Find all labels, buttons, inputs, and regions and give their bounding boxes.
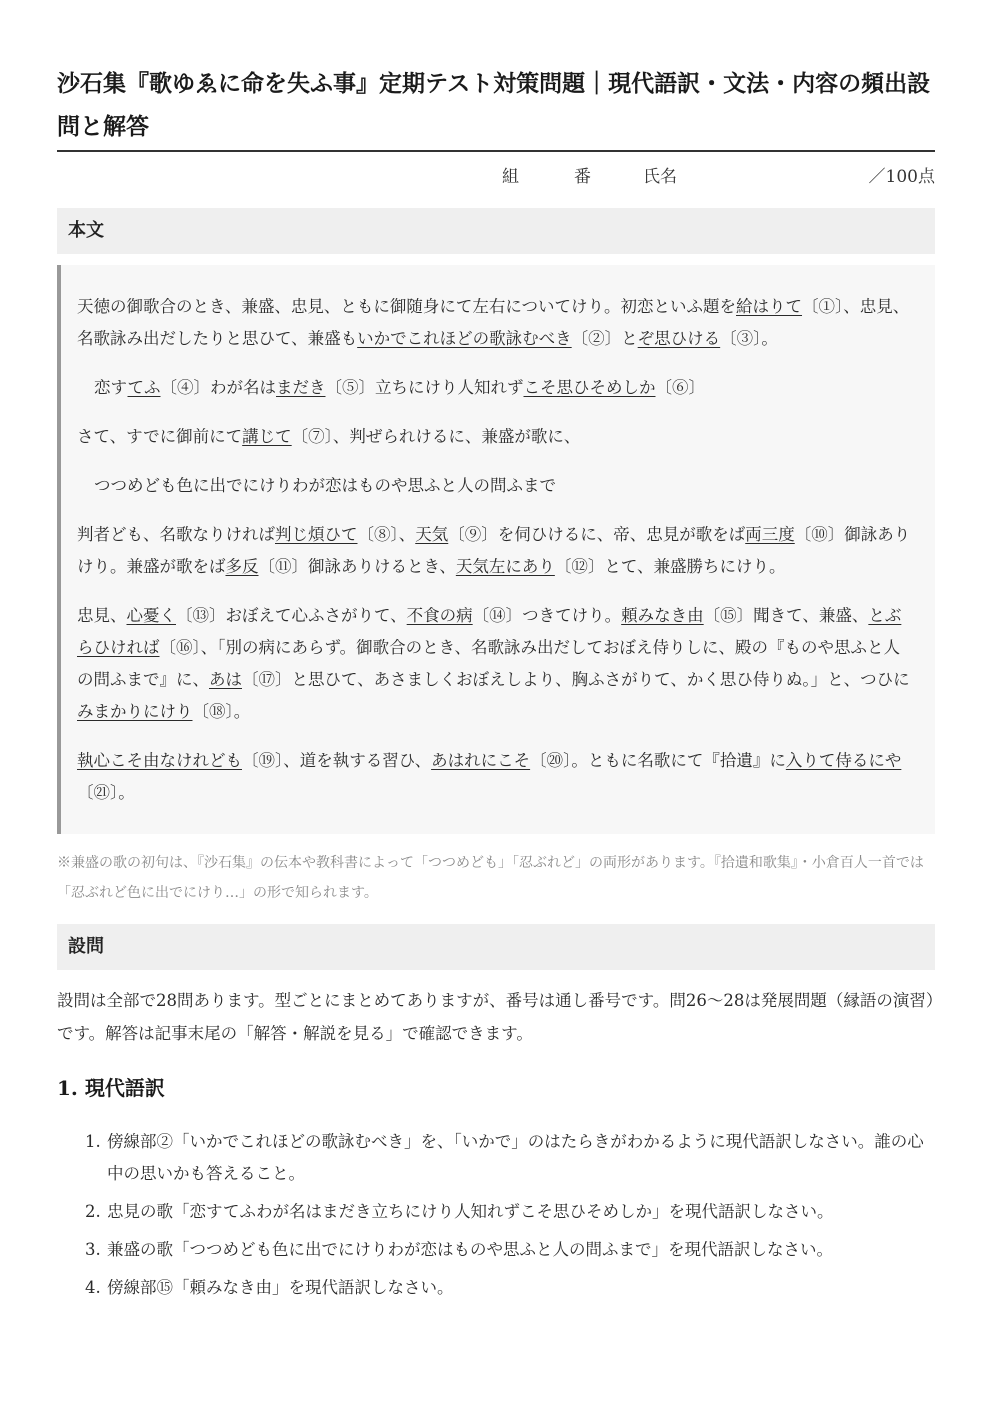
passage-text: 〔⑬〕おぼえて心ふさがりて、 (176, 606, 407, 625)
underlined-phrase: 心憂く (126, 606, 176, 625)
passage-text: 〔⑪〕御詠ありけるとき、 (258, 557, 456, 576)
passage-text: 〔⑨〕を伺ひけるに、帝、忠見が歌をば (448, 525, 746, 544)
passage-text: 恋す (94, 378, 128, 397)
title-divider (57, 150, 935, 152)
passage-text: 〔⑰〕と思ひて、あさましくおぼえしより、胸ふさがりて、かく思ひ侍りぬ。」と、つひに (242, 670, 910, 689)
passage-text: 〔⑳〕。ともに名歌にて『拾遺』に (530, 751, 786, 770)
question-number: 3. (85, 1240, 101, 1259)
question-item (57, 1126, 935, 1190)
question-text: 兼盛の歌「つつめども色に出でにけりわが恋はものや思ふと人の問ふまで」を現代語訳しなさい。 (107, 1240, 833, 1259)
questions-intro: 設問は全部で28問あります。型ごとにまとめてありますが、番号は通し番号です。問26〜28は発展問題（縁語の演習）です。解答は記事末尾の「解答・解説を見る」で確認できます。 (57, 991, 935, 1043)
underlined-phrase: 入りて侍るにや (785, 751, 902, 770)
underlined-phrase: あはれにこそ (431, 751, 531, 770)
underlined-phrase: 多反 (225, 557, 259, 576)
underlined-phrase: あは (209, 670, 242, 689)
underlined-phrase: てふ (127, 378, 161, 397)
passage-paragraph (77, 519, 915, 583)
passage-text: つつめども色に出でにけりわが恋はものや思ふと人の問ふまで (94, 476, 556, 495)
underlined-phrase: 天気左にあり (455, 557, 555, 576)
passage-text: 〔②〕と (571, 329, 638, 348)
passage-verse (77, 470, 915, 502)
passage-text: 〔④〕わが名は (160, 378, 276, 397)
passage-text: 忠見、 (77, 606, 127, 625)
passage-text: 〔⑭〕つきてけり。 (472, 606, 622, 625)
class-label: 組 (502, 167, 519, 187)
passage-text: 〔⑮〕聞きて、兼盛、 (703, 606, 869, 625)
underlined-phrase: 判じ煩ひて (275, 525, 358, 544)
question-number: 1. (85, 1132, 101, 1151)
passage-text: 〔⑧〕、 (357, 525, 416, 544)
passage-text: さて、すでに御前にて (77, 427, 243, 446)
passage-paragraph (77, 291, 915, 355)
passage-text: 〔⑤〕立ちにけり人知れず (325, 378, 524, 397)
underlined-phrase: 両三度 (745, 525, 795, 544)
question-item (57, 1272, 935, 1304)
question-list (57, 1126, 935, 1310)
question-item (57, 1234, 935, 1266)
passage-text: 〔㉑〕。 (77, 783, 135, 802)
question-text: 傍線部⑮「頼みなき由」を現代語訳しなさい。 (107, 1278, 454, 1297)
score-label: ／100点 (868, 167, 935, 187)
passage-text: 〔⑥〕 (655, 378, 705, 397)
underlined-phrase: 講じて (242, 427, 292, 446)
passage-text: 〔①〕、忠見、名歌詠み出だしたりと思ひて、兼盛も (77, 297, 910, 348)
passage-verse (77, 372, 915, 404)
underlined-phrase: みまかりにけり (77, 702, 193, 721)
passage-text: 〔⑱〕。 (192, 702, 251, 721)
passage-text: 〔⑲〕、道を執する習ひ、 (242, 751, 432, 770)
passage-text: 〔③〕。 (720, 329, 778, 348)
passage-text: 〔⑫〕とて、兼盛勝ちにけり。 (554, 557, 786, 576)
passage-text: 〔⑯〕、「別の病にあらず。御歌合のとき、名歌詠み出だしておぼえ侍りしに、殿の『ものや思ふと人の問ふまで』に、 (77, 638, 901, 689)
underlined-phrase: 不食の病 (406, 606, 473, 625)
passage-text: 〔⑩〕御詠ありけり。兼盛が歌をば (77, 525, 911, 576)
name-score-bar (57, 162, 935, 188)
question-text: 忠見の歌「恋すてふわが名はまだき立ちにけり人知れずこそ思ひそめしか」を現代語訳しなさい。 (107, 1202, 834, 1221)
underlined-phrase: ぞ思ひける (637, 329, 721, 348)
section-heading-setsumon: 設問 (57, 924, 935, 970)
underlined-phrase: いかでこれほどの歌詠むべき (357, 329, 572, 348)
page-title: 沙石集『歌ゆゑに命を失ふ事』定期テスト対策問題｜現代語訳・文法・内容の頻出設問と解答 (57, 70, 931, 140)
question-number: 4. (85, 1278, 101, 1297)
underlined-phrase: 天気 (415, 525, 449, 544)
question-number: 2. (85, 1202, 101, 1221)
footnote: ※兼盛の歌の初句は、『沙石集』の伝本や教科書によって「つつめども」「忍ぶれど」の両形があります。『拾遺和歌集』・小倉百人一首では「忍ぶれど色に出でにけり…」の形で知られます。 (57, 855, 924, 901)
passage-paragraph (77, 745, 915, 809)
source-passage (57, 265, 935, 834)
underlined-phrase: こそ思ひそめしか (523, 378, 656, 397)
underlined-phrase: 頼みなき由 (621, 606, 704, 625)
passage-text: 天徳の御歌合のとき、兼盛、忠見、ともに御随身にて左右についてけり。初恋といふ題を (77, 297, 737, 316)
question-item (57, 1196, 935, 1228)
name-label: 氏名 (643, 167, 677, 187)
subsection-heading: 1. 現代語訳 (57, 1076, 165, 1100)
question-text: 傍線部②「いかでこれほどの歌詠むべき」を、「いかで」のはたらきがわかるように現代語訳しなさい。誰の心中の思いかも答えること。 (107, 1132, 924, 1183)
passage-paragraph (77, 600, 915, 728)
underlined-phrase: 執心こそ由なけれども (77, 751, 242, 770)
underlined-phrase: とぶらひければ (77, 606, 902, 657)
passage-text: 〔⑦〕、判ぜられけるに、兼盛が歌に、 (291, 427, 581, 446)
section-heading-honbun: 本文 (57, 208, 935, 254)
number-label: 番 (574, 167, 591, 187)
passage-paragraph (77, 421, 915, 453)
passage-text: 判者ども、名歌なりければ (77, 525, 275, 544)
underlined-phrase: まだき (276, 378, 326, 397)
underlined-phrase: 給はりて (736, 297, 803, 316)
